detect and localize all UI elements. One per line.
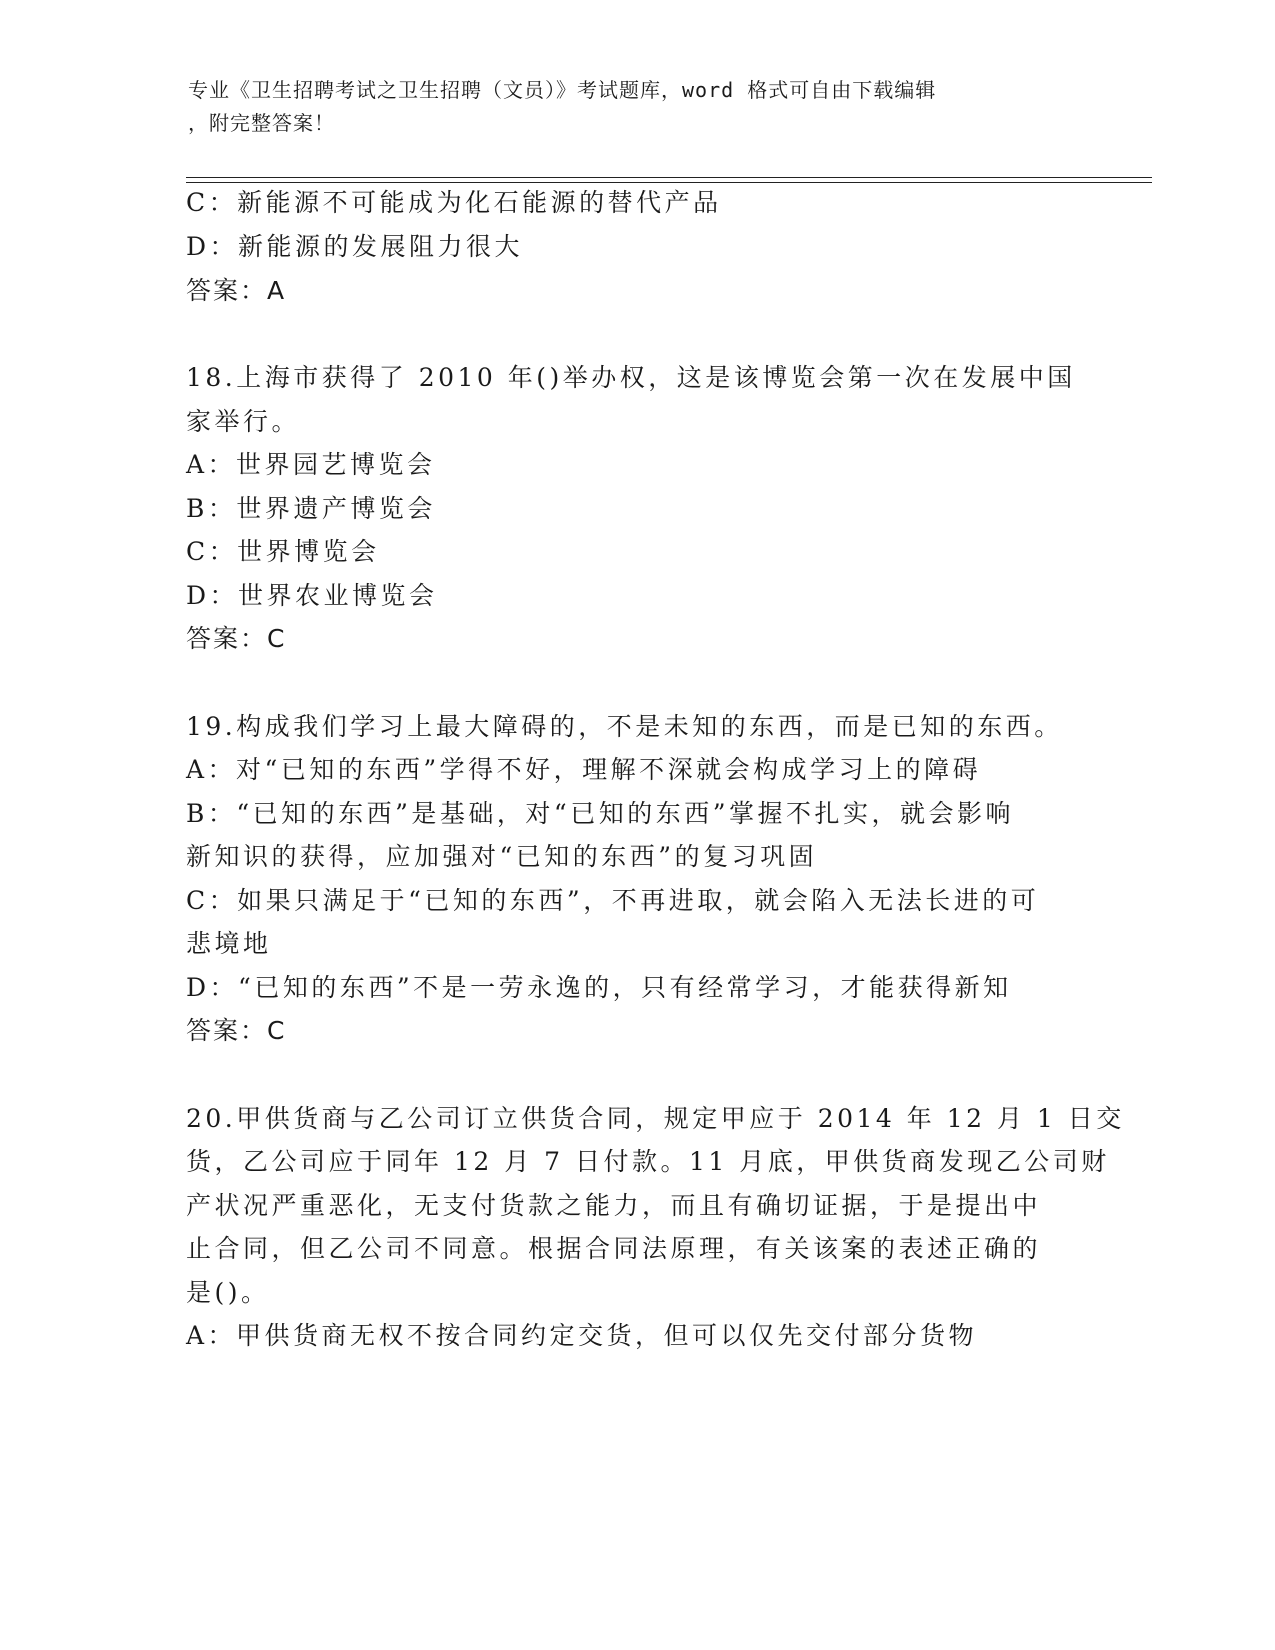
header-line-2: ，附完整答案！	[188, 111, 335, 135]
q19-option-a: A：对“已知的东西”学得不好，理解不深就会构成学习上的障碍	[186, 755, 982, 784]
header-divider-thin	[186, 182, 1152, 183]
q20-stem-line-5: 是()。	[186, 1278, 270, 1307]
q19-option-d: D：“已知的东西”不是一劳永逸的，只有经常学习，才能获得新知	[186, 973, 1012, 1002]
q20-stem-line-4: 止合同，但乙公司不同意。根据合同法原理，有关该案的表述正确的	[186, 1234, 1042, 1263]
header-line-1: 专业《卫生招聘考试之卫生招聘（文员）》考试题库，word 格式可自由下载编辑	[188, 78, 937, 102]
q18-option-b: B：世界遗产博览会	[186, 494, 436, 523]
q19-stem-line-1: 19.构成我们学习上最大障碍的，不是未知的东西，而是已知的东西。	[186, 712, 1063, 741]
q19-option-c-line-1: C：如果只满足于“已知的东西”，不再进取，就会陷入无法长进的可	[186, 886, 1040, 915]
q18-option-a: A：世界园艺博览会	[186, 450, 436, 479]
q20-stem-line-2: 货，乙公司应于同年 12 月 7 日付款。11 月底，甲供货商发现乙公司财	[186, 1147, 1110, 1176]
q19-option-c-line-2: 悲境地	[186, 929, 272, 958]
q18-option-c: C：世界博览会	[186, 537, 380, 566]
header-divider-thick	[186, 177, 1152, 178]
q17-option-d: D：新能源的发展阻力很大	[186, 232, 524, 261]
q20-stem-line-1: 20.甲供货商与乙公司订立供货合同，规定甲应于 2014 年 12 月 1 日交	[186, 1104, 1125, 1133]
q18-answer: 答案：C	[186, 624, 287, 653]
q19-answer: 答案：C	[186, 1016, 287, 1045]
q18-stem-line-2: 家举行。	[186, 407, 301, 436]
document-header	[188, 74, 1068, 140]
q17-answer: 答案：A	[186, 276, 287, 305]
q20-stem-line-3: 产状况严重恶化，无支付货款之能力，而且有确切证据，于是提出中	[186, 1191, 1042, 1220]
q17-option-c: C：新能源不可能成为化石能源的替代产品	[186, 188, 722, 217]
q18-option-d: D：世界农业博览会	[186, 581, 438, 610]
q19-option-b-line-2: 新知识的获得，应加强对“已知的东西”的复习巩固	[186, 842, 818, 871]
q18-stem-line-1: 18.上海市获得了 2010 年()举办权，这是该博览会第一次在发展中国	[186, 363, 1076, 392]
q20-option-a: A：甲供货商无权不按合同约定交货，但可以仅先交付部分货物	[186, 1321, 978, 1350]
q19-option-b-line-1: B：“已知的东西”是基础，对“已知的东西”掌握不扎实，就会影响	[186, 799, 1014, 828]
